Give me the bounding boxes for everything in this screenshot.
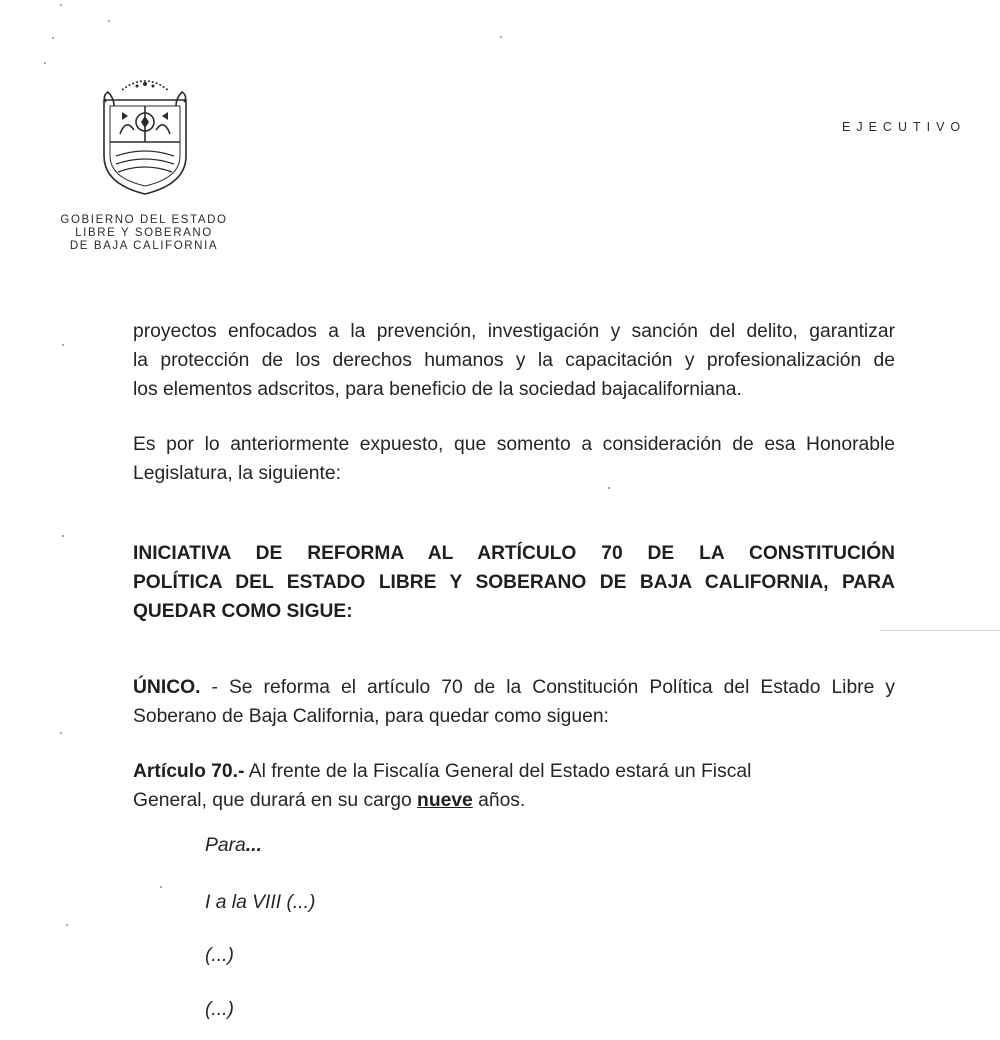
scan-speck — [62, 535, 64, 537]
scan-speck — [60, 4, 62, 6]
ellipsis-item: (...) — [205, 999, 234, 1020]
scan-speck — [60, 732, 62, 734]
para-item — [205, 835, 262, 857]
unico-line — [133, 673, 895, 702]
government-line: LIBRE Y SOBERANO — [75, 227, 213, 239]
government-line: DE BAJA CALIFORNIA — [69, 240, 219, 252]
intro-line: proyectos enfocados a la prevención, investigación y sanción del delito, garantizar — [133, 321, 895, 342]
scan-speck — [44, 62, 46, 64]
scan-speck — [500, 36, 502, 38]
article-text: General, que durará en su cargo — [133, 790, 418, 811]
article-70-paragraph — [133, 757, 895, 815]
fractions-item: I a la VIII (...) — [205, 892, 316, 913]
intro-paragraph — [133, 317, 895, 404]
article-text: años. — [472, 790, 526, 811]
article-line — [133, 757, 895, 786]
scan-speck — [160, 886, 162, 888]
consideration-paragraph — [133, 430, 895, 488]
scan-speck — [66, 924, 68, 926]
para-word: Para — [205, 835, 246, 856]
initiative-heading-line: POLÍTICA DEL ESTADO LIBRE Y SOBERANO DE BAJA CALIFORNIA, PARA — [133, 572, 895, 593]
scan-speck — [62, 344, 64, 346]
initiative-heading — [133, 539, 895, 626]
consideration-line: Legislatura, la siguiente: — [133, 463, 341, 484]
unico-label: ÚNICO. — [133, 677, 201, 698]
unico-text: - Se reforma el artículo 70 de la Constitución Política del Estado Libre y — [200, 677, 895, 698]
ellipsis-item: (...) — [205, 945, 234, 966]
scan-speck — [52, 37, 54, 39]
initiative-heading-line: QUEDAR COMO SIGUE: — [133, 601, 353, 622]
executive-label: EJECUTIVO — [842, 120, 967, 134]
coat-of-arms-emblem — [92, 72, 198, 200]
initiative-heading-line: INICIATIVA DE REFORMA AL ARTÍCULO 70 DE LA CONSTITUCIÓN — [133, 543, 895, 564]
article-label: Artículo 70.- — [133, 761, 245, 782]
scan-speck — [108, 20, 110, 22]
article-line — [133, 786, 895, 815]
intro-line: los elementos adscritos, para beneficio de la sociedad bajacaliforniana. — [133, 379, 742, 400]
scan-rule — [880, 630, 1000, 631]
intro-line: la protección de los derechos humanos y la capacitación y profesionalización de — [133, 350, 895, 371]
para-dots: ... — [245, 835, 262, 856]
article-text: Al frente de la Fiscalía General del Estado estará un Fiscal — [244, 761, 752, 782]
consideration-line: Es por lo anteriormente expuesto, que somento a consideración de esa Honorable — [133, 434, 895, 455]
government-name — [40, 214, 248, 253]
unico-paragraph — [133, 673, 895, 731]
unico-line: Soberano de Baja California, para quedar como siguen: — [133, 706, 609, 727]
article-emphasis: nueve — [417, 790, 473, 811]
government-line: GOBIERNO DEL ESTADO — [60, 214, 228, 226]
